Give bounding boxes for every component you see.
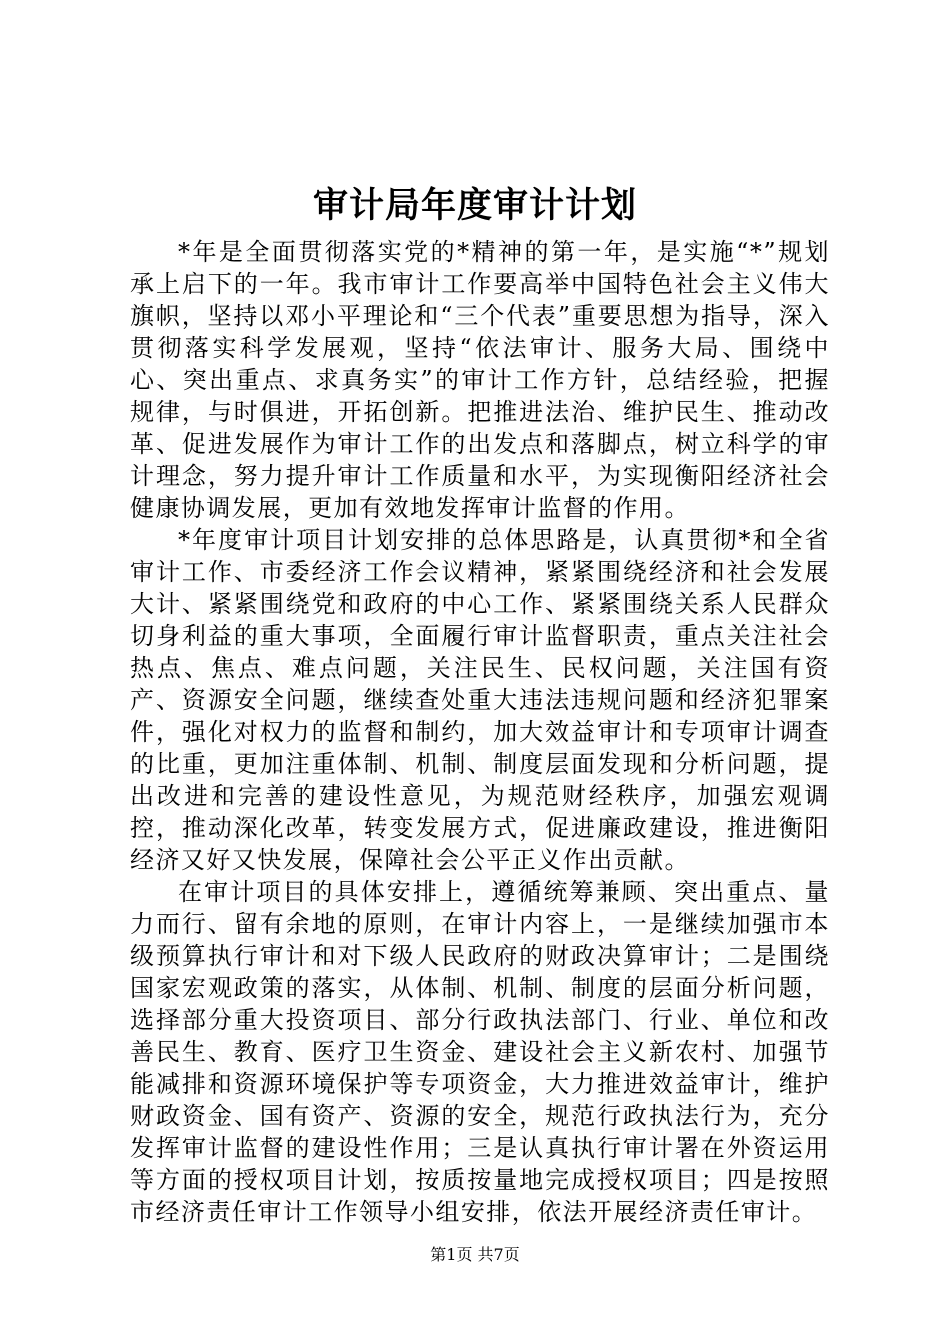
- paragraph-1: *年是全面贯彻落实党的*精神的第一年，是实施“*”规划承上启下的一年。我市审计工作要高举中国特色社会主义伟大旗帜，坚持以邓小平理论和“三个代表”重要思想为指导，深入贯彻落实科学发展观，坚持“依法审计、服务大局、围绕中心、突出重点、求真务实”的审计工作方针，总结经验，把握规律，与时俱进，开拓创新。把推进法治、维护民生、推动改革、促进发展作为审计工作的出发点和落脚点，树立科学的审计理念，努力提升审计工作质量和水平，为实现衡阳经济社会健康协调发展，更加有效地发挥审计监督的作用。: [130, 238, 830, 522]
- paragraph-3: 在审计项目的具体安排上，遵循统筹兼顾、突出重点、量力而行、留有余地的原则，在审计内容上，一是继续加强市本级预算执行审计和对下级人民政府的财政决算审计；二是围绕国家宏观政策的落实，从体制、机制、制度的层面分析问题，选择部分重大投资项目、部分行政执法部门、行业、单位和改善民生、教育、医疗卫生资金、建设社会主义新农村、加强节能减排和资源环境保护等专项资金，大力推进效益审计，维护财政资金、国有资产、资源的安全，规范行政执法行为，充分发挥审计监督的建设性作用；三是认真执行审计署在外资运用等方面的授权项目计划，按质按量地完成授权项目；四是按照市经济责任审计工作领导小组安排，依法开展经济责任审计。: [130, 878, 830, 1226]
- paragraph-2: *年度审计项目计划安排的总体思路是，认真贯彻*和全省审计工作、市委经济工作会议精神，紧紧围绕经济和社会发展大计、紧紧围绕党和政府的中心工作、紧紧围绕关系人民群众切身利益的重大事项，全面履行审计监督职责，重点关注社会热点、焦点、难点问题，关注民生、民权问题，关注国有资产、资源安全问题，继续查处重大违法违规问题和经济犯罪案件，强化对权力的监督和制约，加大效益审计和专项审计调查的比重，更加注重体制、机制、制度层面发现和分析问题，提出改进和完善的建设性意见，为规范财经秩序，加强宏观调控，推动深化改革，转变发展方式，促进廉政建设，推进衡阳经济又好又快发展，保障社会公平正义作出贡献。: [130, 526, 830, 874]
- page-footer: 第1页 共7页: [430, 1245, 520, 1264]
- document-title: 审计局年度审计计划: [312, 185, 637, 226]
- document-body: [130, 236, 830, 1228]
